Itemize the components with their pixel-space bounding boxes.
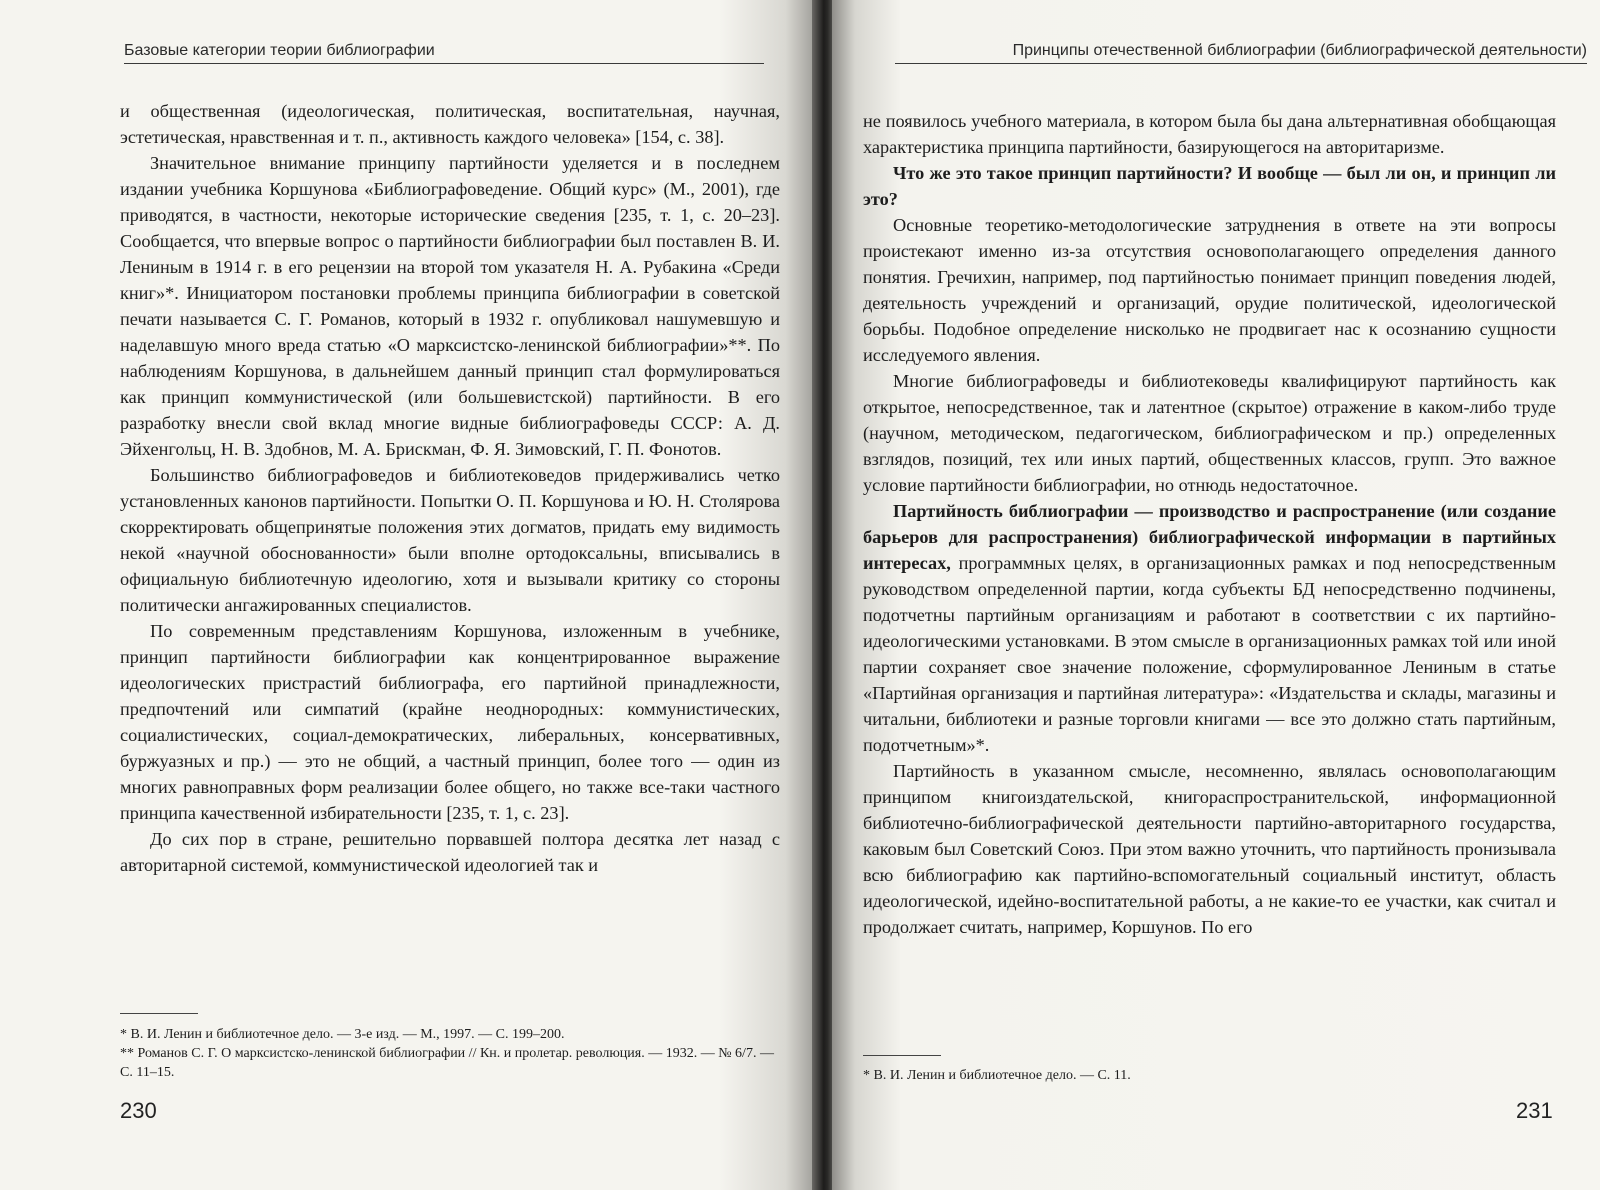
paragraph: не появилось учебного материала, в котором была бы дана альтернативная обобщающая характеристика принципа партийности, базирующегося на авторитаризме. — [863, 111, 1556, 157]
page-number-right: 231 — [1516, 1098, 1553, 1123]
paragraph: Многие библиографоведы и библиотековеды квалифицируют партийность как открытое, непосредственное, так и латентное (скрытое) отражение в каком-либо труде (научном, методическом, педагогическом, библиографическом и пр.) определенных взглядов, позиций, тех или иных партий, общественных классов, групп. Это важное условие партийности библиографии, но отнюдь недостаточное. — [863, 371, 1556, 495]
paragraph — [863, 498, 1556, 758]
right-page — [832, 0, 1600, 1190]
footnotes-left — [120, 1025, 780, 1082]
running-head-right: Принципы отечественной библиографии (библиографической деятельности) — [895, 42, 1587, 64]
paragraph: Большинство библиографоведов и библиотековедов придерживались четко установленных канонов партийности. Попытки О. П. Коршунова и Ю. Н. Столярова скорректировать общепринятые положения этих догматов, придать ему видимость некой «научной обоснованности» были вполне ортодоксальны, вписывались в официальную библиотечную идеологию, хотя и вызывали критику со стороны политически ангажированных специалистов. — [120, 465, 780, 615]
footnote: * В. И. Ленин и библиотечное дело. — 3-е изд. — М., 1997. — С. 199–200. — [120, 1027, 565, 1042]
definition-bold: Партийность библиографии — производство и распространение (или создание барьеров для распространения) библиографической информации в партийных интересах, — [863, 501, 1556, 573]
question-heading: Что же это такое принцип партийности? И вообще — был ли он, и принцип ли это? — [863, 163, 1556, 209]
definition-rest: программных целях, в организационных рамках и под непосредственным руководством определенной партии, когда субъекты БД непосредственно подчинены, подотчетны партийным организациям и работают в соответствии с их партийно-идеологическими установками. В этом смысле в организационных рамках той или иной партии сохраняет свое значение положение, сформулированное Лениным в статье «Партийная организация и партийная литература»: «Издательства и склады, магазины и читальни, библиотеки и разные торговли книгами — все это должно стать партийным, подотчетным»*. — [863, 553, 1556, 755]
footnote: ** Романов С. Г. О марксистско-ленинской библиографии // Кн. и пролетар. революция. — 1932. — № 6/7. — С. 11–15. — [120, 1046, 774, 1080]
paragraph: Основные теоретико-методологические затруднения в ответе на эти вопросы проистекают именно из-за отсутствия основополагающего определения данного понятия. Гречихин, например, под партийностью понимает принцип поведения людей, деятельность учреждений и организаций, орудие политической, идеологической борьбы. Подобное определение нисколько не продвигает нас к осознанию сущности исследуемого явления. — [863, 215, 1556, 365]
left-body-text — [120, 98, 780, 878]
footnote-rule — [120, 1013, 198, 1014]
paragraph: Значительное внимание принципу партийности уделяется и в последнем издании учебника Коршунова «Библиографоведение. Общий курс» (М., 2001), где приводятся, в частности, некоторые исторические сведения [235, т. 1, с. 20–23]. Сообщается, что впервые вопрос о партийности библиографии был поставлен В. И. Лениным в 1914 г. в его рецензии на второй том указателя Н. А. Рубакина «Среди книг»*. Инициатором постановки проблемы принципа библиографии в советской печати называется С. Г. Романов, который в 1932 г. опубликовал нашумевшую и наделавшую много вреда статью «О марксистско-ленинской библиографии»**. По наблюдениям Коршунова, в дальнейшем данный принцип стал формулироваться как принцип коммунистической (или большевистской) партийности. В его разработку внесли свой вклад многие видные библиографоведы СССР: А. Д. Эйхенгольц, Н. В. Здобнов, М. А. Брискман, Ф. Я. Зимовский, Г. П. Фонотов. — [120, 153, 780, 459]
footnote-rule — [863, 1055, 941, 1056]
page-number-left: 230 — [120, 1098, 157, 1123]
footnotes-right — [863, 1066, 1556, 1085]
paragraph: и общественная (идеологическая, политическая, воспитательная, научная, эстетическая, нравственная и т. п., активность каждого человека» [154, с. 38]. — [120, 101, 780, 147]
paragraph: До сих пор в стране, решительно порвавшей полтора десятка лет назад с авторитарной системой, коммунистической идеологией так и — [120, 829, 780, 875]
right-body-text — [863, 108, 1556, 940]
paragraph: По современным представлениям Коршунова, изложенным в учебнике, принцип партийности библиографии как концентрированное выражение идеологических пристрастий библиографа, его партийной принадлежности, предпочтений или симпатий (крайне неоднородных: коммунистических, социалистических, социал-демократических, либеральных, консервативных, буржуазных и пр.) — это не общий, а частный принцип, более того — один из многих равноправных форм реализации более общего, но также все-таки частного принципа качественной избирательности [235, т. 1, с. 23]. — [120, 621, 780, 823]
running-head-left: Базовые категории теории библиографии — [124, 42, 764, 64]
footnote: * В. И. Ленин и библиотечное дело. — С. 11. — [863, 1068, 1131, 1083]
paragraph: Партийность в указанном смысле, несомненно, являлась основополагающим принципом книгоиздательской, книгораспространительской, информационной библиотечно-библиографической деятельности партийно-авторитарного государства, каковым был Советский Союз. При этом важно уточнить, что партийность пронизывала всю библиографию как партийно-вспомогательный социальный институт, область идеологической, идейно-воспитательной работы, а не какие-то ее участки, как считал и продолжает считать, например, Коршунов. По его — [863, 761, 1556, 937]
